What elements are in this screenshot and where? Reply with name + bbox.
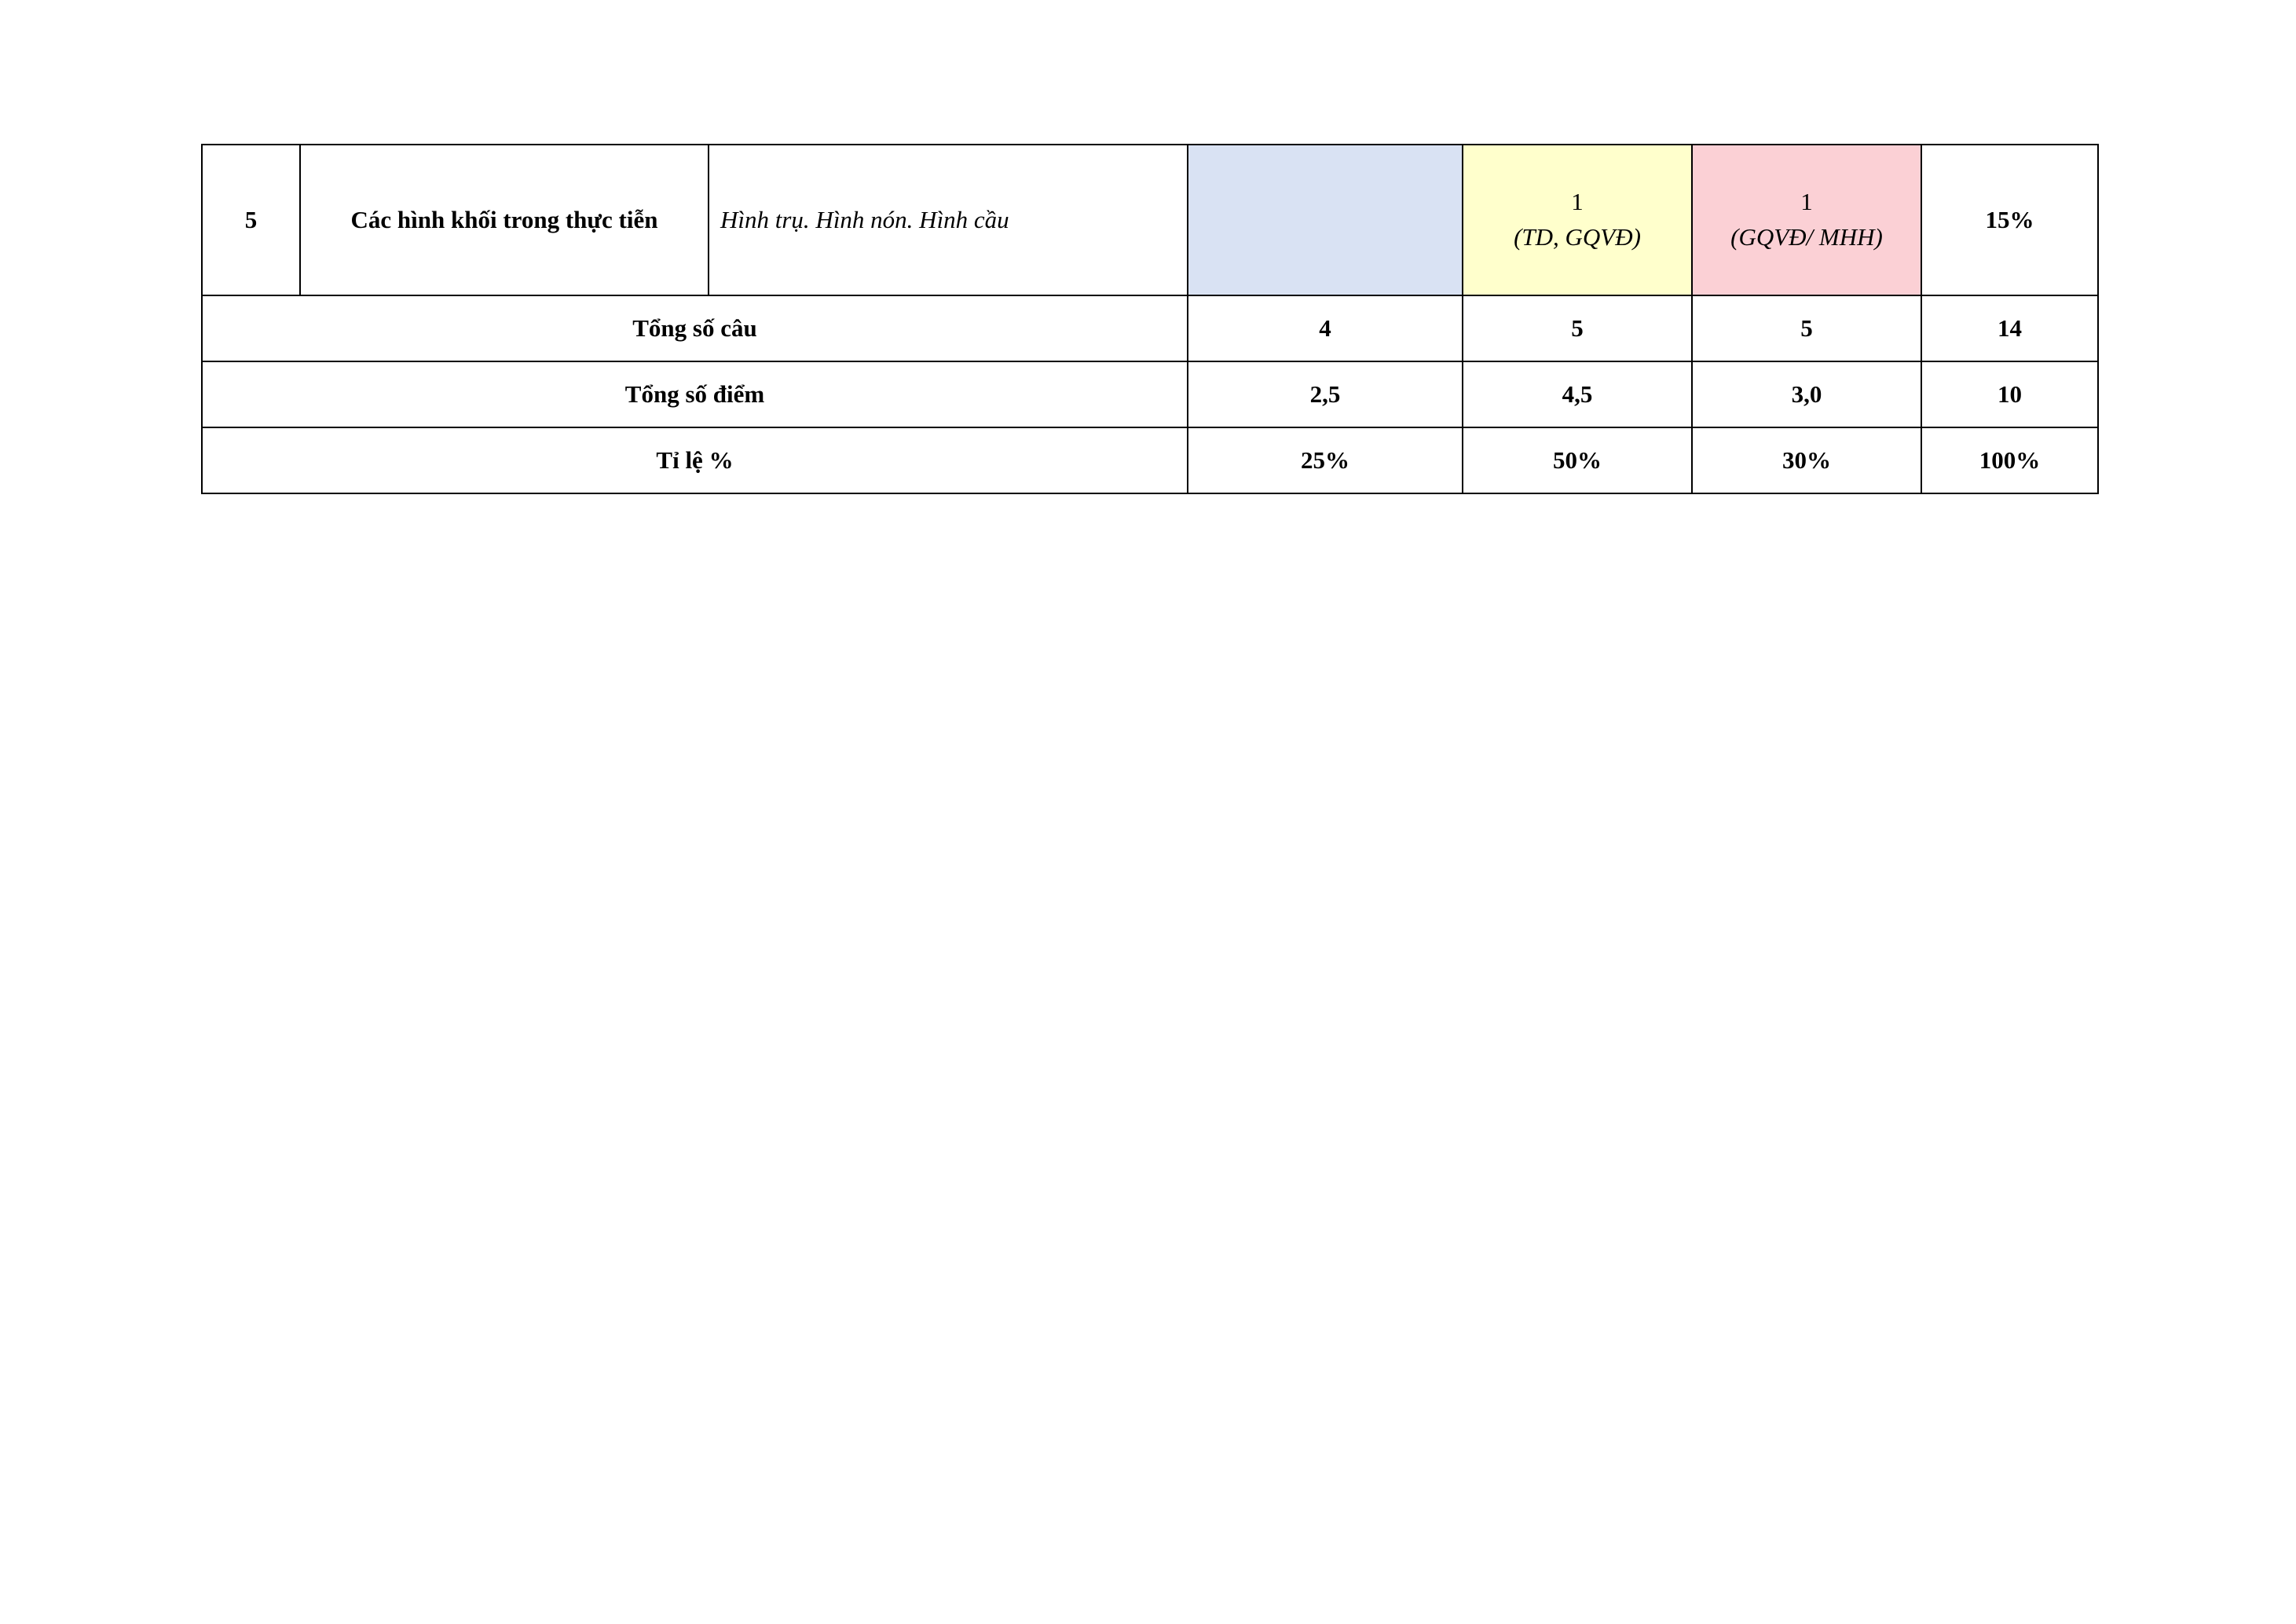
summary-value-level1: 25% [1188, 427, 1463, 493]
row-index: 5 [202, 145, 300, 295]
summary-label: Tổng số điểm [202, 361, 1188, 427]
summary-value-total: 100% [1921, 427, 2098, 493]
summary-value-level1: 2,5 [1188, 361, 1463, 427]
exam-matrix-table [201, 144, 2099, 494]
summary-value-level3: 30% [1692, 427, 1921, 493]
summary-value-level3: 5 [1692, 295, 1921, 361]
row-level3-count: 1 [1800, 188, 1813, 216]
summary-label: Tổng số câu [202, 295, 1188, 361]
summary-value-level2: 5 [1463, 295, 1692, 361]
row-level3-cell [1692, 145, 1921, 295]
summary-value-level2: 50% [1463, 427, 1692, 493]
summary-row-percentage [202, 427, 2098, 493]
row-topic: Các hình khối trong thực tiễn [300, 145, 709, 295]
row-level3-tag: (GQVĐ/ MHH) [1730, 223, 1883, 251]
summary-value-total: 14 [1921, 295, 2098, 361]
summary-row-total-questions [202, 295, 2098, 361]
summary-value-level1: 4 [1188, 295, 1463, 361]
summary-value-total: 10 [1921, 361, 2098, 427]
row-level2-count: 1 [1571, 188, 1584, 216]
summary-value-level2: 4,5 [1463, 361, 1692, 427]
table-row [202, 145, 2098, 295]
row-level2-cell [1463, 145, 1692, 295]
row-level2-tag: (TD, GQVĐ) [1514, 223, 1641, 251]
row-unit: Hình trụ. Hình nón. Hình cầu [709, 145, 1188, 295]
summary-label: Tỉ lệ % [202, 427, 1188, 493]
summary-value-level3: 3,0 [1692, 361, 1921, 427]
row-total: 15% [1921, 145, 2098, 295]
summary-row-total-points [202, 361, 2098, 427]
row-level1-cell [1188, 145, 1463, 295]
